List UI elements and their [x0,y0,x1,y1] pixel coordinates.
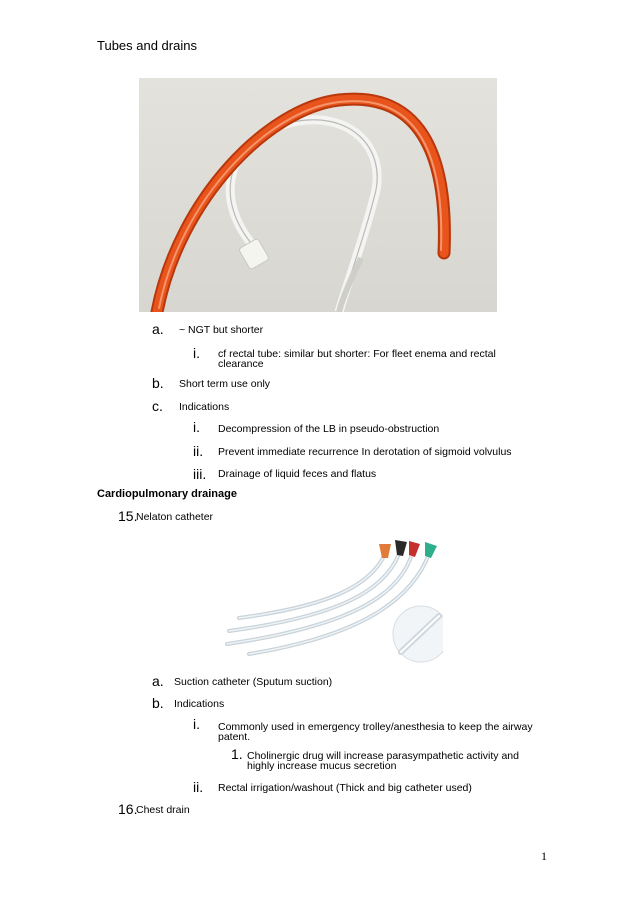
list-marker-i2: i. [193,419,200,435]
list-item-cholinergic-drug: Cholinergic drug will increase parasympathetic activity and highly increase mucus secretion [247,750,519,772]
item-15-number: 15. [118,508,138,524]
list-item-short-term: Short term use only [179,378,271,390]
list-item-rectal-irrigation: Rectal irrigation/washout (Thick and big catheter used) [218,782,472,794]
list-marker-c1: c. [152,398,163,414]
list-item-cf-rectal-tube: cf rectal tube: similar but shorter: For fleet enema and rectal clearance [218,348,496,370]
list-item-indications: Indications [179,401,230,413]
list-item-ngt-shorter: ~ NGT but shorter [179,324,264,336]
list-marker-i3: i. [193,716,200,732]
list-marker-i1: i. [193,345,200,361]
list-item-prevent-recurrence: Prevent immediate recurrence In derotation of sigmoid volvulus [218,446,512,458]
rectal-tube-image [139,78,497,312]
list-marker-ii3: ii. [193,779,204,795]
list-item-decompression: Decompression of the LB in pseudo-obstruction [218,423,440,435]
list-item-indications-2: Indications [174,698,225,710]
list-item-drainage-feces: Drainage of liquid feces and flatus [218,468,377,480]
list-marker-b1: b. [152,375,164,391]
list-marker-b2: b. [152,695,164,711]
list-marker-iii2: iii. [193,466,207,482]
list-marker-ii2: ii. [193,443,204,459]
list-item-emergency-trolley: Commonly used in emergency trolley/anesthesia to keep the airway patent. [218,721,533,743]
nelaton-catheter-image [219,536,443,666]
page-header-title: Tubes and drains [97,38,197,53]
item-16-number: 16. [118,801,138,817]
section-heading-cardiopulmonary: Cardiopulmonary drainage [97,488,237,500]
list-marker-1: 1. [231,746,243,762]
page-number: 1 [541,849,547,863]
list-marker-a2: a. [152,673,164,689]
item-16-label: Chest drain [136,804,190,816]
list-item-suction-catheter: Suction catheter (Sputum suction) [174,676,333,688]
list-marker-a1: a. [152,321,164,337]
item-15-label: Nelaton catheter [136,511,214,523]
